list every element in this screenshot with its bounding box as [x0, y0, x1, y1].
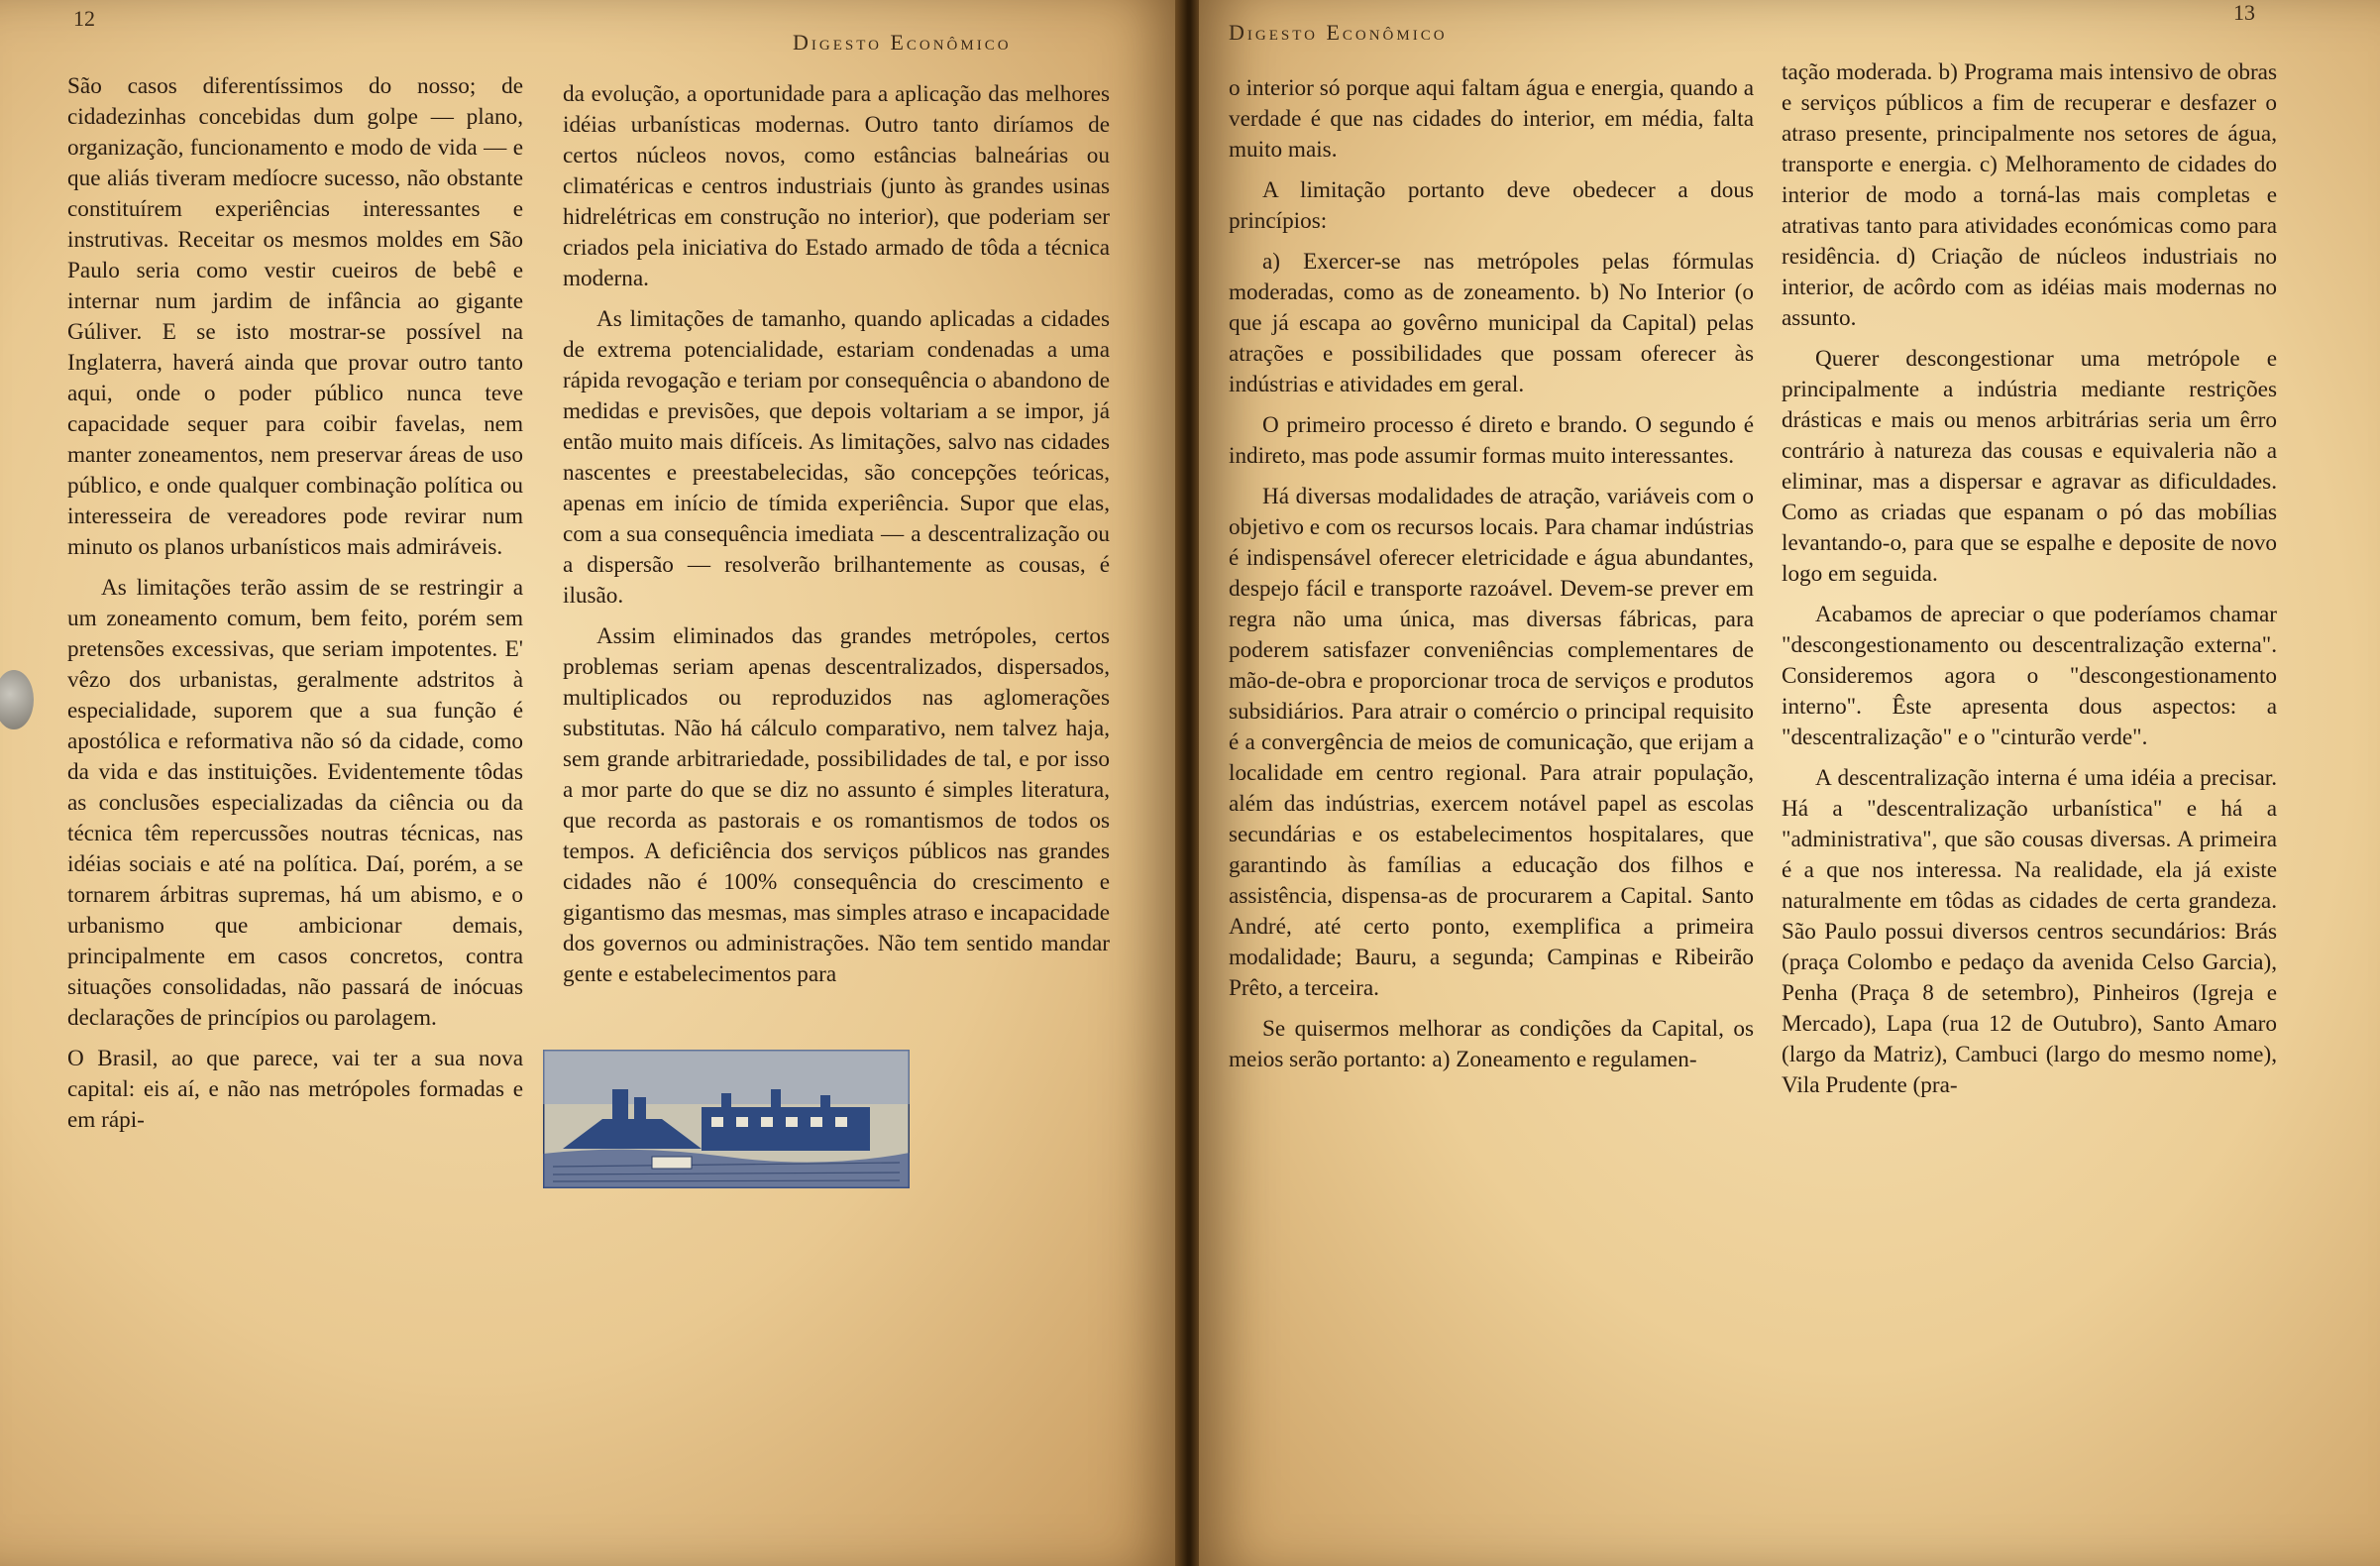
- paragraph: Se quisermos melhorar as condições da Capital, os meios serão portanto: a) Zoneamento e regulamen-: [1229, 1016, 1754, 1072]
- page-number-right: 13: [2233, 0, 2255, 25]
- page-tab-marker: [0, 670, 34, 729]
- paragraph: A descentralização interna é uma idéia a precisar. Há a "descentralização urbanística" e há a "administrativa", que são cousas diversas. A primeira é a que nos interessa. Na realidade, ela já existe naturalmente em tôdas as cidades de certa grandeza. São Paulo possui diversos centros secundários: Brás (praça Colombo e pedaço da avenida Celso Garcia), Penha (Praça 8 de setembro), Pinheiros (Igreja e Mercado), Lapa (rua 12 de Outubro), Santo Amaro (largo da Matriz), Cambuci (largo do mesmo nome), Vila Prudente (pra-: [1782, 765, 2277, 1098]
- paragraph: As limitações de tamanho, quando aplicadas a cidades de extrema potencialidade, estariam condenadas a uma rápida revogação e teriam por consequência o abandono de medidas e previsões, que depois voltariam a se impor, já então muito mais difíceis. As limitações, salvo nas cidades nascentes e preestabelecidas, são concepções teóricas, apenas em início de tímida experiência. Supor que elas, com a sua consequência imediata — a descentralização ou a dispersão — resolverão brilhantemente as cousas, é ilusão.: [563, 306, 1110, 609]
- paragraph: O primeiro processo é direto e brando. O segundo é indireto, mas pode assumir formas muito interessantes.: [1229, 412, 1754, 469]
- paragraph: Há diversas modalidades de atração, variáveis com o objetivo e com os recursos locais. Para chamar indústrias é indispensável oferecer eletricidade e água abundantes, despejo fácil e transporte razoável. Devem-se prever em regra não uma única, mas diversas fábricas, para poderem satisfazer conveniências complementares de mão-de-obra e proporcionar troca de serviços e produtos subsidiários. Para atrair o comércio o principal requisito é a convergência de meios de comunicação, que erijam a localidade em centro regional. Para atrair população, além das indústrias, exercem notável papel as escolas secundárias e os estabelecimentos hospitalares, que garantindo às famílias a educação dos filhos e assistência, dispensa-as de procurarem a Capital. Santo André, até certo ponto, exemplifica a primeira modalidade; Bauru, a segunda; Campinas e Ribeirão Prêto, a terceira.: [1229, 484, 1754, 1001]
- right-column-2: [1782, 57, 2277, 1111]
- factory-illustration: [543, 1050, 910, 1188]
- paragraph: Acabamos de apreciar o que poderíamos chamar "descongestionamento ou descentralização externa". Consideremos agora o "descongestionamento interno". Êste apresenta dous aspectos: a "descentralização" e o "cinturão verde".: [1782, 602, 2277, 750]
- paragraph: da evolução, a oportunidade para a aplicação das melhores idéias urbanísticas modernas. Outro tanto diríamos de certos núcleos novos, como estâncias balneárias ou climatéricas e centros industriais (junto às grandes usinas hidrelétricas em construção no interior), que poderiam ser criados pela iniciativa do Estado armado de tôda a técnica moderna.: [563, 81, 1110, 291]
- paragraph: Assim eliminados das grandes metrópoles, certos problemas seriam apenas descentralizados, dispersados, multiplicados ou reproduzidos nas aglomerações substitutas. Não há cálculo comparativo, nem talvez haja, sem grande arbitrariedade, possibilidades de tal, e por isso a mor parte do que se diz no assunto é simples literatura, que recorda as pastorais e os romantismos de todos os tempos. A deficiência dos serviços públicos nas grandes cidades não é 100% consequência do crescimento e gigantismo das mesmas, mas simples atraso e incapacidade dos governos ou administrações. Não tem sentido mandar gente e estabelecimentos para: [563, 623, 1110, 987]
- paragraph: O Brasil, ao que parece, vai ter a sua nova capital: eis aí, e não nas metrópoles formadas e em rápi-: [67, 1046, 523, 1133]
- paragraph: tação moderada. b) Programa mais intensivo de obras e serviços públicos a fim de recuperar e desfazer o atraso presente, principalmente nos setores de água, transporte e energia. c) Melhoramento de cidades do interior de modo a torná-las mais completas e atrativas tanto para atividades económicas como para residência. d) Criação de núcleos industriais no interior, de acôrdo com as idéias mais modernas no assunto.: [1782, 59, 2277, 331]
- paragraph: o interior só porque aqui faltam água e energia, quando a verdade é que nas cidades do interior, em média, falta muito mais.: [1229, 75, 1754, 163]
- running-head-right: Digesto Econômico: [1229, 20, 1448, 45]
- paragraph: A limitação portanto deve obedecer a dous princípios:: [1229, 177, 1754, 234]
- paragraph: São casos diferentíssimos do nosso; de cidadezinhas concebidas dum golpe — plano, organização, funcionamento e modo de vida — e que aliás tiveram medíocre sucesso, não obstante constituírem experiências interessantes e instrutivas. Receitar os mesmos moldes em São Paulo seria como vestir cueiros de bebê e internar num jardim de infância ao gigante Gúliver. E se isto mostrar-se possível na Inglaterra, haverá ainda que provar outro tanto aqui, onde o poder público nunca teve capacidade sequer para coibir favelas, nem manter zoneamentos, nem preservar áreas de uso público, e onde qualquer combinação política ou interesseira de vereadores pode revirar num minuto os planos urbanísticos mais admiráveis.: [67, 73, 523, 560]
- paragraph: a) Exercer-se nas metrópoles pelas fórmulas moderadas, como as de zoneamento. b) No Interior (o que já escapa ao govêrno municipal da Capital) pelas atrações e possibilidades que possam oferecer às indústrias e atividades em geral.: [1229, 249, 1754, 397]
- right-page: [1199, 0, 2380, 1566]
- running-head-left: Digesto Econômico: [793, 30, 1012, 55]
- paragraph: As limitações terão assim de se restringir a um zoneamento comum, bem feito, porém sem pretensões excessivas, que seriam impotentes. E' vêzo dos urbanistas, geralmente adstritos à especialidade, suporem que a sua função é apostólica e reformativa não só da cidade, como da vida e das instituições. Evidentemente tôdas as conclusões especializadas da ciência ou da técnica têm repercussões noutras técnicas, nas idéias sociais e até na política. Daí, porém, a se tornarem árbitras supremas, há um abismo, e o urbanismo que ambicionar demais, principalmente em casos concretos, contra situações consolidadas, não passará de inócuas declarações de princípios ou parolagem.: [67, 575, 523, 1031]
- left-column-2: [563, 79, 1110, 1000]
- page-number-left: 12: [73, 6, 95, 31]
- factory-town-engraving-icon: [543, 1050, 910, 1188]
- paragraph: Querer descongestionar uma metrópole e principalmente a indústria mediante restrições drásticas e mais ou menos arbitrárias seria um êrro contrário à natureza das cousas e equivaleria não a eliminar, mas a dispersar e agravar as dificuldades. Como as criadas que espanam o pó das mobílias levantando-o, para que se espalhe e deposite de novo logo em seguida.: [1782, 346, 2277, 587]
- left-column-1: [67, 71, 523, 1192]
- left-page: [0, 0, 1179, 1566]
- right-column-1: [1229, 73, 1754, 1085]
